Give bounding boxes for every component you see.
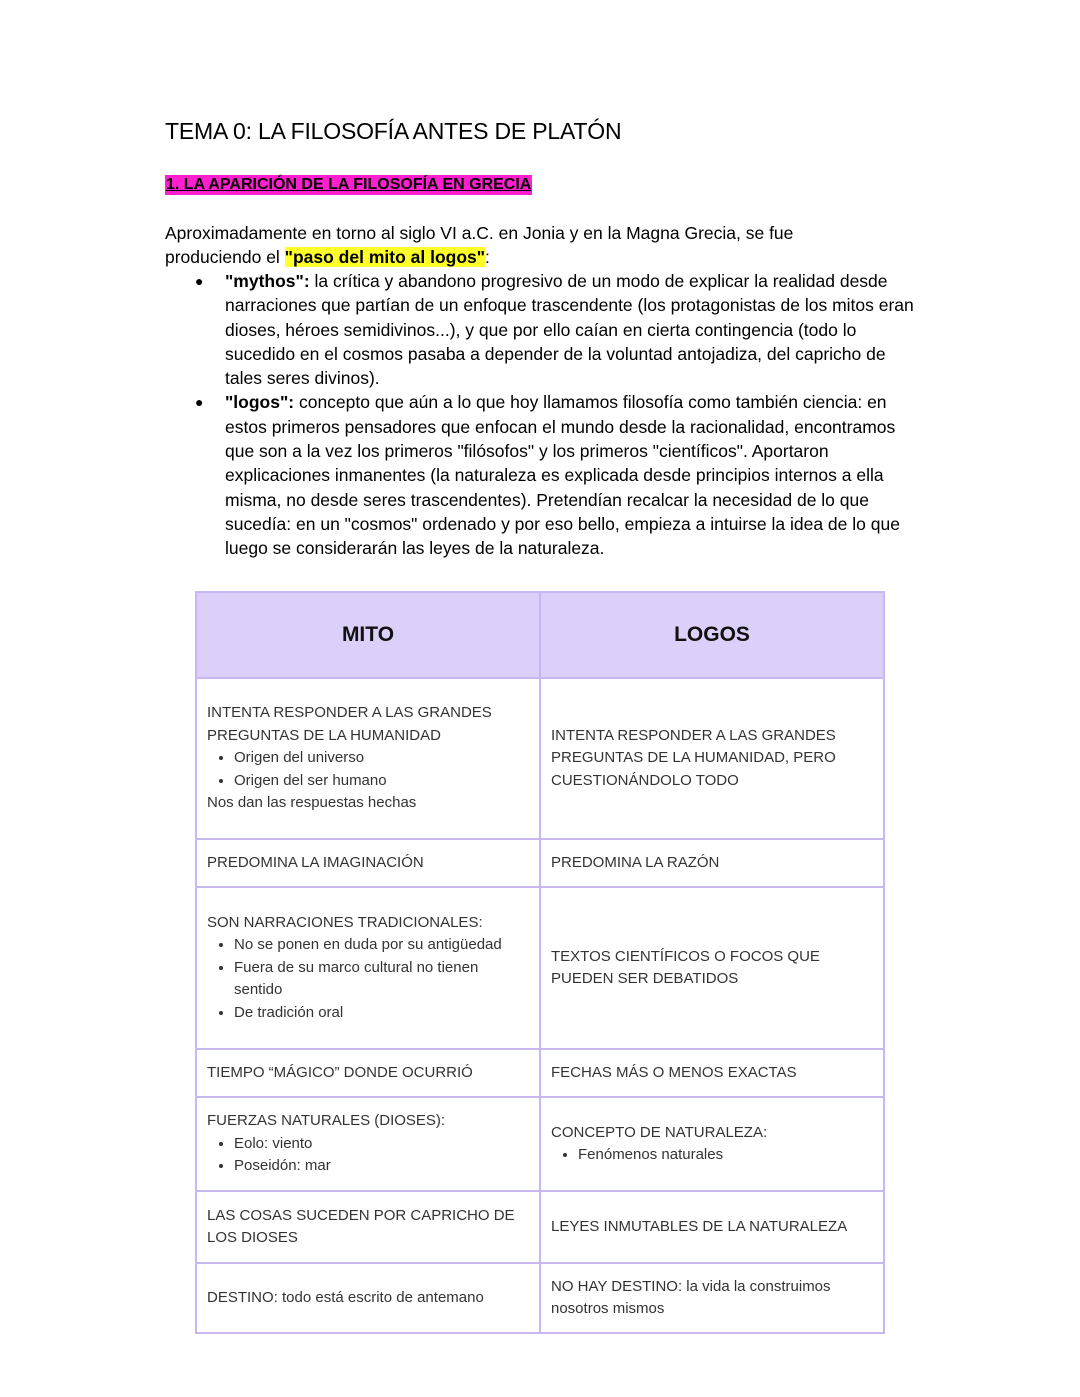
- list-item: • Poseidón: mar: [234, 1155, 529, 1178]
- cell-logos: [540, 1263, 884, 1333]
- list-item: • De tradición oral: [234, 1002, 529, 1025]
- table-row: [196, 1263, 884, 1333]
- list-item: [165, 390, 925, 560]
- cell-mito: [196, 678, 540, 839]
- cell-mito: [196, 1049, 540, 1097]
- cell-text: LEYES INMUTABLES DE LA NATURALEZA: [551, 1217, 848, 1235]
- cell-list: [551, 1144, 873, 1167]
- cell-logos: [540, 839, 884, 887]
- cell-logos: [540, 1049, 884, 1097]
- cell-logos: [540, 678, 884, 839]
- intro-colon: :: [485, 247, 490, 268]
- term-mythos: "mythos":: [225, 271, 310, 291]
- cell-text: FECHAS MÁS O MENOS EXACTAS: [551, 1063, 797, 1081]
- cell-text: CONCEPTO DE NATURALEZA:: [551, 1123, 768, 1141]
- table-body: [196, 678, 884, 1333]
- list-item: • Fenómenos naturales: [578, 1144, 873, 1167]
- comparison-table: [195, 591, 885, 1334]
- intro-text: Aproximadamente en torno al siglo VI a.C. en Jonia y en la Magna Grecia, se fue produciendo el: [165, 223, 794, 268]
- header-mito: MITO: [196, 592, 540, 678]
- cell-text: SON NARRACIONES TRADICIONALES:: [207, 913, 483, 931]
- term-logos: "logos":: [225, 392, 295, 413]
- bullet-icon: ●: [195, 273, 204, 289]
- cell-mito: [196, 839, 540, 887]
- definition-list: [165, 269, 925, 561]
- section-heading: 1. LA APARICIÓN DE LA FILOSOFÍA EN GRECIA: [166, 176, 532, 193]
- table-row: [196, 678, 884, 839]
- cell-note: Nos dan las respuestas hechas: [207, 794, 417, 812]
- cell-mito: [196, 1097, 540, 1191]
- definition-mythos: la crítica y abandono progresivo de un modo de explicar la realidad desde narraciones que partían de un enfoque trascendente (los protagonistas de los mitos eran dioses, héroes semidivinos...), y que por ello caían en cierta contingencia (todo lo sucedido en el cosmos pasaba a depender de la voluntad antojadiza, del capricho de tales seres divinos).: [225, 271, 914, 389]
- cell-text: PREDOMINA LA RAZÓN: [551, 853, 720, 871]
- table-row: [196, 1191, 884, 1263]
- table-row: [196, 887, 884, 1049]
- cell-list: [207, 1133, 529, 1178]
- cell-text: TIEMPO “MÁGICO” DONDE OCURRIÓ: [207, 1063, 473, 1081]
- highlighted-phrase: "paso del mito al logos": [284, 247, 486, 268]
- intro-paragraph: [165, 221, 885, 270]
- list-item: [165, 269, 925, 390]
- list-item: • Origen del universo: [234, 747, 529, 770]
- cell-text: INTENTA RESPONDER A LAS GRANDES PREGUNTAS DE LA HUMANIDAD, PERO CUESTIONÁNDOLO TODO: [551, 726, 836, 789]
- cell-logos: [540, 1097, 884, 1191]
- header-logos: LOGOS: [540, 592, 884, 678]
- cell-mito: [196, 1191, 540, 1263]
- list-item: • No se ponen en duda por su antigüedad: [234, 934, 529, 957]
- table-header-row: [196, 592, 884, 678]
- cell-list: [207, 934, 529, 1024]
- bullet-icon: ●: [195, 394, 204, 411]
- cell-text: NO HAY DESTINO: la vida la construimos nosotros mismos: [551, 1277, 831, 1317]
- table-row: [196, 839, 884, 887]
- table-row: [196, 1049, 884, 1097]
- list-item: • Eolo: viento: [234, 1133, 529, 1156]
- cell-text: INTENTA RESPONDER A LAS GRANDES PREGUNTAS DE LA HUMANIDAD: [207, 704, 492, 744]
- cell-logos: [540, 887, 884, 1049]
- cell-text: TEXTOS CIENTÍFICOS O FOCOS QUE PUEDEN SER DEBATIDOS: [551, 947, 820, 987]
- cell-mito: [196, 1263, 540, 1333]
- table-row: [196, 1097, 884, 1191]
- list-item: • Origen del ser humano: [234, 770, 529, 793]
- page-title: TEMA 0: LA FILOSOFÍA ANTES DE PLATÓN: [165, 118, 622, 144]
- definition-logos: concepto que aún a lo que hoy llamamos filosofía como también ciencia: en estos primeros pensadores que enfocan el mundo desde la racionalidad, encontramos que son a la vez los primeros "filósofos" y los primeros "científicos". Aportaron explicaciones inmanentes (la naturaleza es explicada desde principios internos a ella misma, no desde seres trascendentes). Pretendían recalcar la necesidad de lo que sucedía: en un "cosmos" ordenado y por eso bello, empieza a intuirse la idea de lo que luego se considerarán las leyes de la naturaleza.: [225, 392, 900, 559]
- cell-text: DESTINO: todo está escrito de antemano: [207, 1288, 484, 1306]
- cell-mito: [196, 887, 540, 1049]
- cell-text: LAS COSAS SUCEDEN POR CAPRICHO DE LOS DIOSES: [207, 1206, 515, 1246]
- cell-list: [207, 747, 529, 792]
- cell-text: PREDOMINA LA IMAGINACIÓN: [207, 853, 424, 871]
- cell-logos: [540, 1191, 884, 1263]
- cell-text: FUERZAS NATURALES (DIOSES):: [207, 1112, 446, 1130]
- list-item: • Fuera de su marco cultural no tienen sentido: [234, 957, 529, 1002]
